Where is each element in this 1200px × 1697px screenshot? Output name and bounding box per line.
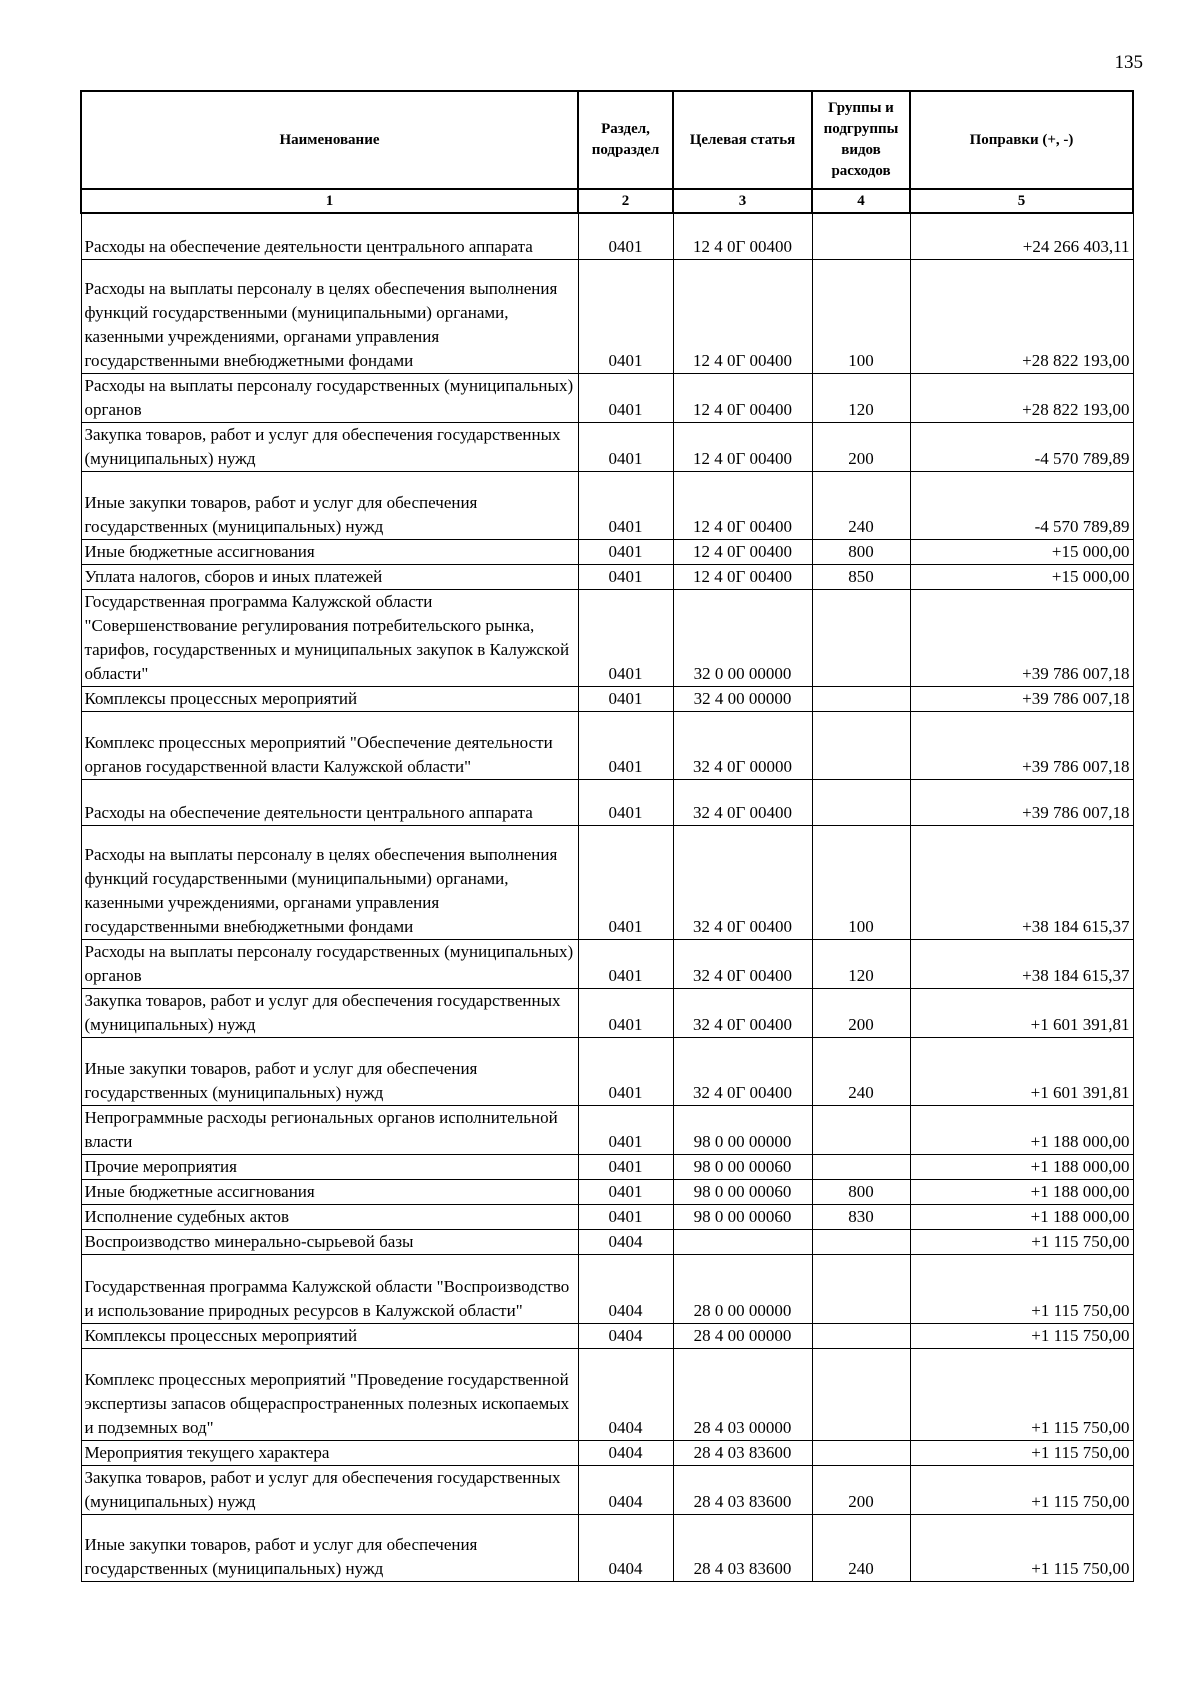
row-group: [812, 1440, 910, 1465]
row-amount: +39 786 007,18: [910, 779, 1133, 825]
row-target: 32 4 0Г 00400: [673, 1037, 812, 1105]
row-amount: +1 115 750,00: [910, 1514, 1133, 1581]
table-row: [81, 1229, 1133, 1254]
budget-table: [80, 90, 1134, 1582]
row-section: 0404: [578, 1254, 673, 1323]
row-target: 98 0 00 00060: [673, 1179, 812, 1204]
table-row: [81, 471, 1133, 539]
row-section: 0401: [578, 1037, 673, 1105]
column-number-row: [81, 189, 1133, 213]
row-name: Государственная программа Калужской области "Совершенствование регулирования потребительского рынка, тарифов, государственных и муниципальных закупок в Калужской области": [81, 589, 578, 686]
row-amount: +1 115 750,00: [910, 1323, 1133, 1348]
row-group: [812, 711, 910, 779]
table-row: [81, 1514, 1133, 1581]
table-row: [81, 825, 1133, 939]
row-section: 0401: [578, 939, 673, 988]
row-group: 800: [812, 1179, 910, 1204]
header-target: Целевая статья: [673, 91, 812, 189]
row-target: 28 0 00 00000: [673, 1254, 812, 1323]
row-name: Уплата налогов, сборов и иных платежей: [81, 564, 578, 589]
row-section: 0401: [578, 1154, 673, 1179]
row-amount: +1 601 391,81: [910, 988, 1133, 1037]
row-amount: -4 570 789,89: [910, 471, 1133, 539]
row-amount: +1 115 750,00: [910, 1254, 1133, 1323]
row-amount: +39 786 007,18: [910, 686, 1133, 711]
row-amount: +1 188 000,00: [910, 1179, 1133, 1204]
row-section: 0401: [578, 213, 673, 259]
row-group: 240: [812, 1037, 910, 1105]
table-row: [81, 939, 1133, 988]
table-row: [81, 1348, 1133, 1440]
row-amount: +28 822 193,00: [910, 373, 1133, 422]
row-target: 28 4 03 83600: [673, 1465, 812, 1514]
row-name: Исполнение судебных актов: [81, 1204, 578, 1229]
row-group: 800: [812, 539, 910, 564]
row-amount: +39 786 007,18: [910, 711, 1133, 779]
row-name: Иные закупки товаров, работ и услуг для обеспечения государственных (муниципальных) нужд: [81, 1037, 578, 1105]
row-section: 0404: [578, 1323, 673, 1348]
table-row: [81, 1254, 1133, 1323]
row-group: [812, 686, 910, 711]
row-group: 830: [812, 1204, 910, 1229]
row-section: 0401: [578, 539, 673, 564]
header-row: [81, 91, 1133, 189]
row-amount: +1 115 750,00: [910, 1440, 1133, 1465]
row-amount: +38 184 615,37: [910, 939, 1133, 988]
row-amount: +1 188 000,00: [910, 1154, 1133, 1179]
row-section: 0401: [578, 988, 673, 1037]
row-group: 100: [812, 259, 910, 373]
row-group: [812, 213, 910, 259]
row-target: 32 4 0Г 00000: [673, 711, 812, 779]
row-name: Воспроизводство минерально-сырьевой базы: [81, 1229, 578, 1254]
row-section: 0401: [578, 373, 673, 422]
row-name: Комплексы процессных мероприятий: [81, 1323, 578, 1348]
row-group: [812, 1105, 910, 1154]
row-name: Расходы на выплаты персоналу в целях обеспечения выполнения функций государственными (муниципальными) органами, казенными учреждениями, органами управления государственными внебюджетными фондами: [81, 825, 578, 939]
row-section: 0401: [578, 471, 673, 539]
page-number: 135: [1114, 52, 1143, 73]
row-section: 0401: [578, 564, 673, 589]
row-section: 0404: [578, 1514, 673, 1581]
table-row: [81, 1440, 1133, 1465]
row-name: Расходы на выплаты персоналу государственных (муниципальных) органов: [81, 939, 578, 988]
row-section: 0404: [578, 1229, 673, 1254]
row-name: Расходы на выплаты персоналу в целях обеспечения выполнения функций государственными (муниципальными) органами, казенными учреждениями, органами управления государственными внебюджетными фондами: [81, 259, 578, 373]
row-group: [812, 1154, 910, 1179]
row-name: Расходы на выплаты персоналу государственных (муниципальных) органов: [81, 373, 578, 422]
row-name: Иные бюджетные ассигнования: [81, 539, 578, 564]
row-target: 12 4 0Г 00400: [673, 539, 812, 564]
row-target: 12 4 0Г 00400: [673, 471, 812, 539]
row-section: 0401: [578, 686, 673, 711]
row-name: Непрограммные расходы региональных органов исполнительной власти: [81, 1105, 578, 1154]
row-section: 0401: [578, 779, 673, 825]
table-row: [81, 539, 1133, 564]
row-amount: +15 000,00: [910, 564, 1133, 589]
row-target: 32 4 0Г 00400: [673, 779, 812, 825]
column-number: 2: [578, 189, 673, 213]
row-section: 0404: [578, 1348, 673, 1440]
row-name: Мероприятия текущего характера: [81, 1440, 578, 1465]
row-target: 28 4 03 83600: [673, 1514, 812, 1581]
row-target: 12 4 0Г 00400: [673, 564, 812, 589]
row-target: 98 0 00 00000: [673, 1105, 812, 1154]
row-target: 32 0 00 00000: [673, 589, 812, 686]
header-amount: Поправки (+, -): [910, 91, 1133, 189]
row-group: 200: [812, 1465, 910, 1514]
table-row: [81, 373, 1133, 422]
row-target: 28 4 00 00000: [673, 1323, 812, 1348]
table-row: [81, 988, 1133, 1037]
row-target: 28 4 03 00000: [673, 1348, 812, 1440]
table-row: [81, 1105, 1133, 1154]
table-row: [81, 589, 1133, 686]
table-row: [81, 779, 1133, 825]
row-amount: +1 188 000,00: [910, 1204, 1133, 1229]
row-group: 240: [812, 471, 910, 539]
row-group: 120: [812, 939, 910, 988]
row-amount: +1 115 750,00: [910, 1465, 1133, 1514]
row-name: Иные закупки товаров, работ и услуг для обеспечения государственных (муниципальных) нужд: [81, 1514, 578, 1581]
row-amount: +1 601 391,81: [910, 1037, 1133, 1105]
column-number: 1: [81, 189, 578, 213]
row-target: 12 4 0Г 00400: [673, 213, 812, 259]
row-name: Закупка товаров, работ и услуг для обеспечения государственных (муниципальных) нужд: [81, 1465, 578, 1514]
row-amount: +1 188 000,00: [910, 1105, 1133, 1154]
row-section: 0401: [578, 422, 673, 471]
row-name: Иные закупки товаров, работ и услуг для обеспечения государственных (муниципальных) нужд: [81, 471, 578, 539]
row-name: Государственная программа Калужской области "Воспроизводство и использование природных ресурсов в Калужской области": [81, 1254, 578, 1323]
row-name: Иные бюджетные ассигнования: [81, 1179, 578, 1204]
row-target: [673, 1229, 812, 1254]
table-row: [81, 564, 1133, 589]
row-target: 28 4 03 83600: [673, 1440, 812, 1465]
row-amount: +1 115 750,00: [910, 1229, 1133, 1254]
table-body: [81, 213, 1133, 1581]
row-group: [812, 589, 910, 686]
row-name: Расходы на обеспечение деятельности центрального аппарата: [81, 213, 578, 259]
row-name: Комплекс процессных мероприятий "Обеспечение деятельности органов государственной власти Калужской области": [81, 711, 578, 779]
column-number: 5: [910, 189, 1133, 213]
row-target: 32 4 0Г 00400: [673, 825, 812, 939]
row-group: 100: [812, 825, 910, 939]
row-group: [812, 1229, 910, 1254]
row-target: 98 0 00 00060: [673, 1204, 812, 1229]
row-target: 32 4 0Г 00400: [673, 939, 812, 988]
row-group: 200: [812, 988, 910, 1037]
column-number: 4: [812, 189, 910, 213]
row-target: 32 4 00 00000: [673, 686, 812, 711]
row-amount: +28 822 193,00: [910, 259, 1133, 373]
row-group: 240: [812, 1514, 910, 1581]
row-group: [812, 1254, 910, 1323]
row-name: Расходы на обеспечение деятельности центрального аппарата: [81, 779, 578, 825]
row-name: Закупка товаров, работ и услуг для обеспечения государственных (муниципальных) нужд: [81, 422, 578, 471]
row-amount: +39 786 007,18: [910, 589, 1133, 686]
row-amount: +15 000,00: [910, 539, 1133, 564]
row-group: 200: [812, 422, 910, 471]
row-section: 0401: [578, 711, 673, 779]
row-group: [812, 779, 910, 825]
row-amount: -4 570 789,89: [910, 422, 1133, 471]
row-target: 12 4 0Г 00400: [673, 422, 812, 471]
header-group: Группы и подгруппы видов расходов: [812, 91, 910, 189]
table-row: [81, 686, 1133, 711]
table-row: [81, 213, 1133, 259]
table-row: [81, 422, 1133, 471]
row-section: 0401: [578, 1105, 673, 1154]
header-name: Наименование: [81, 91, 578, 189]
row-name: Комплекс процессных мероприятий "Проведение государственной экспертизы запасов общераспространенных полезных ископаемых и подземных вод": [81, 1348, 578, 1440]
table-row: [81, 1179, 1133, 1204]
row-target: 12 4 0Г 00400: [673, 259, 812, 373]
table-row: [81, 1154, 1133, 1179]
table-row: [81, 1323, 1133, 1348]
table-row: [81, 1204, 1133, 1229]
table-row: [81, 1037, 1133, 1105]
row-group: [812, 1348, 910, 1440]
table-row: [81, 1465, 1133, 1514]
row-section: 0401: [578, 1204, 673, 1229]
row-target: 32 4 0Г 00400: [673, 988, 812, 1037]
row-group: 850: [812, 564, 910, 589]
column-number: 3: [673, 189, 812, 213]
header-section: Раздел, подраздел: [578, 91, 673, 189]
row-section: 0401: [578, 589, 673, 686]
table-row: [81, 259, 1133, 373]
row-section: 0401: [578, 1179, 673, 1204]
row-target: 12 4 0Г 00400: [673, 373, 812, 422]
row-section: 0401: [578, 259, 673, 373]
row-section: 0401: [578, 825, 673, 939]
row-amount: +38 184 615,37: [910, 825, 1133, 939]
row-group: [812, 1323, 910, 1348]
row-name: Прочие мероприятия: [81, 1154, 578, 1179]
row-amount: +1 115 750,00: [910, 1348, 1133, 1440]
row-target: 98 0 00 00060: [673, 1154, 812, 1179]
row-section: 0404: [578, 1440, 673, 1465]
row-amount: +24 266 403,11: [910, 213, 1133, 259]
row-section: 0404: [578, 1465, 673, 1514]
row-name: Закупка товаров, работ и услуг для обеспечения государственных (муниципальных) нужд: [81, 988, 578, 1037]
table-row: [81, 711, 1133, 779]
row-group: 120: [812, 373, 910, 422]
row-name: Комплексы процессных мероприятий: [81, 686, 578, 711]
